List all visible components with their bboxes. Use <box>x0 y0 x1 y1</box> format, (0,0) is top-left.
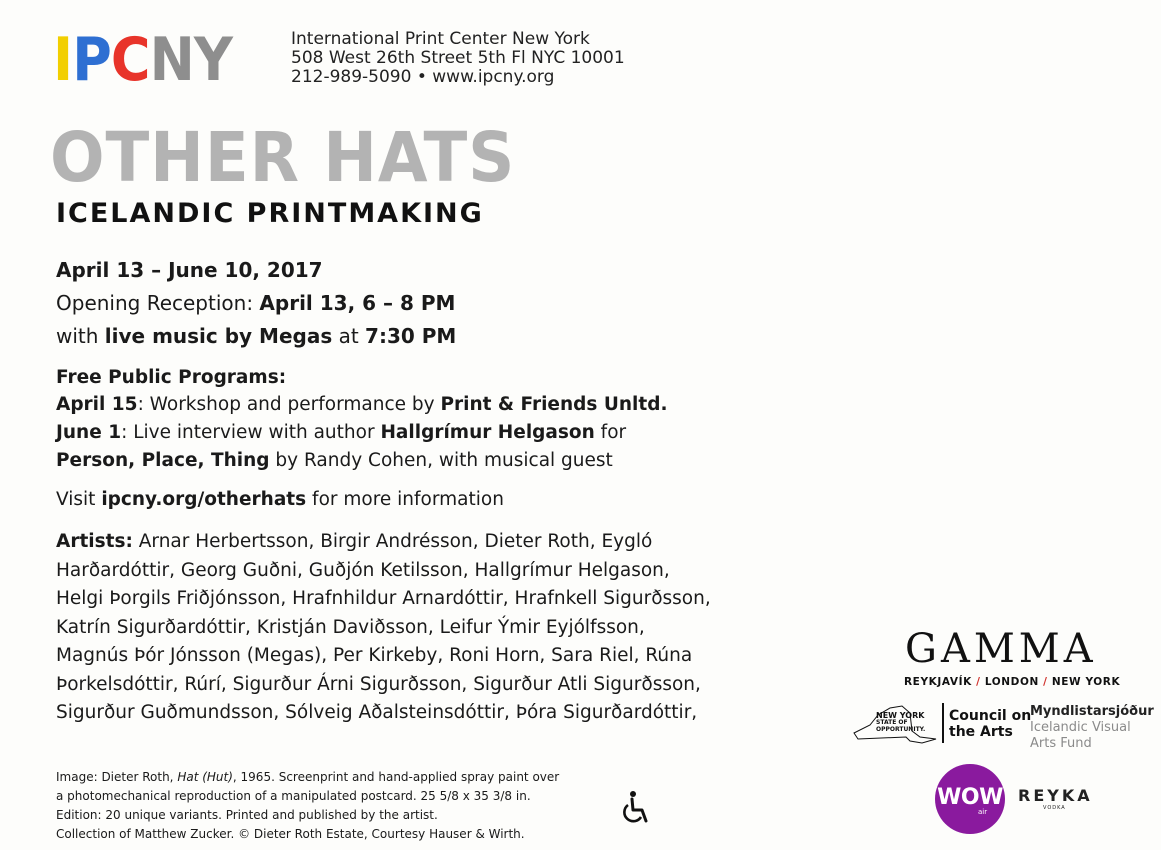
exhibition-dates <box>56 258 323 282</box>
logo-letter: P <box>72 25 111 95</box>
visit-line <box>56 489 504 510</box>
artists-names: Arnar Herbertsson, Birgir Andrésson, Dieter Roth, Eygló Harðardóttir, Georg Guðni, Guðjón Ketilsson, Hallgrímur Helgason, Helgi Þorgils Friðjónsson, Hrafnhildur Arnardóttir, Hrafnkell Sigurðsson, Katrín Sigurðardóttir, Kristján Daviðsson, Leifur Ýmir Eyjólfsson, Magnús Þór Jónsson (Megas), Per Kirkeby, Roni Horn, Sara Riel, Rúna Þorkelsdóttir, Rúrí, Sigurður Árni Sigurðsson, Sigurður Atli Sigurðsson, Sigurður Guðmundsson, Sólveig Aðalsteinsdóttir, Þóra Sigurðardóttir, <box>56 531 711 723</box>
program-text: : Workshop and performance by <box>137 394 441 415</box>
coa-line: the Arts <box>949 724 1013 740</box>
artwork-title: Hat (Hut) <box>177 770 233 784</box>
program-text: by Randy Cohen, with musical guest <box>269 450 613 471</box>
program-item <box>56 450 613 471</box>
icelandic-visual-arts-fund: Icelandic Visual Arts Fund <box>1030 720 1131 751</box>
credit-line: Edition: 20 unique variants. Printed and published by the artist. <box>56 808 438 822</box>
live-music <box>56 324 456 348</box>
nys-label <box>876 712 925 733</box>
program-item <box>56 394 668 415</box>
credit-line <box>56 768 559 787</box>
music-time: 7:30 PM <box>365 324 457 348</box>
dates-text: April 13 – June 10, 2017 <box>56 258 323 282</box>
exhibition-title: OTHER HATS <box>50 118 516 198</box>
gamma-cities <box>904 676 1120 688</box>
artists-list <box>56 528 716 728</box>
exhibition-subtitle: ICELANDIC PRINTMAKING <box>56 198 484 229</box>
credit-suffix: , 1965. Screenprint and hand-applied spray paint over <box>232 770 560 784</box>
nys-line: OPPORTUNITY. <box>876 726 926 733</box>
visit-url[interactable]: ipcny.org/otherhats <box>101 489 307 510</box>
music-mid: at <box>332 324 366 348</box>
logo-letter: Y <box>193 25 233 95</box>
reyka-logo: REYKA <box>1018 786 1093 805</box>
city-separator: / <box>971 676 985 688</box>
program-date: June 1 <box>56 422 122 443</box>
reception-prefix: Opening Reception: <box>56 291 260 315</box>
council-on-the-arts <box>949 708 1031 740</box>
nys-line: STATE OF <box>876 719 908 726</box>
programs-heading <box>56 367 286 388</box>
program-bold: Print & Friends Unltd. <box>440 394 668 415</box>
reyka-vodka-label: VODKA <box>1043 805 1066 811</box>
ipcny-logo <box>53 25 233 95</box>
logo-letter: N <box>149 25 194 95</box>
street-address: 508 West 26th Street 5th Fl NYC 10001 <box>291 48 625 68</box>
program-text: : Live interview with author <box>121 422 381 443</box>
program-bold: Person, Place, Thing <box>56 450 270 471</box>
reception-time: April 13, 6 – 8 PM <box>259 291 456 315</box>
nys-line: NEW YORK <box>876 711 925 720</box>
programs-heading-text: Free Public Programs: <box>56 367 287 388</box>
logo-letter: C <box>110 25 150 95</box>
wow-text: WOW <box>937 785 1003 810</box>
wow-air-logo <box>935 764 1005 834</box>
image-credit <box>56 768 559 844</box>
myndlistarsjodur-name: Myndlistarsjóður <box>1030 704 1154 719</box>
music-bold: live music by Megas <box>104 324 333 348</box>
city: NEW YORK <box>1051 676 1121 688</box>
address-block <box>291 30 625 87</box>
program-item <box>56 422 626 443</box>
opening-reception <box>56 291 455 315</box>
program-date: April 15 <box>56 394 138 415</box>
program-bold: Hallgrímur Helgason <box>380 422 595 443</box>
sponsor-divider <box>942 703 944 743</box>
wheelchair-icon <box>618 790 652 826</box>
city: REYKJAVÍK <box>904 676 972 688</box>
program-after: for <box>594 422 627 443</box>
gamma-logo: GAMMA <box>905 626 1097 672</box>
city-separator: / <box>1038 676 1052 688</box>
wow-air-text: air <box>978 808 988 816</box>
visit-suffix: for more information <box>306 489 504 510</box>
visit-prefix: Visit <box>56 489 102 510</box>
credit-prefix: Image: Dieter Roth, <box>56 770 178 784</box>
music-prefix: with <box>56 324 105 348</box>
credit-line: a photomechanical reproduction of a manipulated postcard. 25 5/8 x 35 3/8 in. <box>56 789 531 803</box>
artists-label: Artists: <box>56 531 133 552</box>
city: LONDON <box>984 676 1039 688</box>
coa-line: Council on <box>949 708 1032 724</box>
credit-line: Collection of Matthew Zucker. © Dieter Roth Estate, Courtesy Hauser & Wirth. <box>56 827 525 841</box>
contact-line: 212-989-5090 • www.ipcny.org <box>291 67 555 87</box>
org-name: International Print Center New York <box>291 29 590 49</box>
logo-letter: I <box>53 25 73 95</box>
